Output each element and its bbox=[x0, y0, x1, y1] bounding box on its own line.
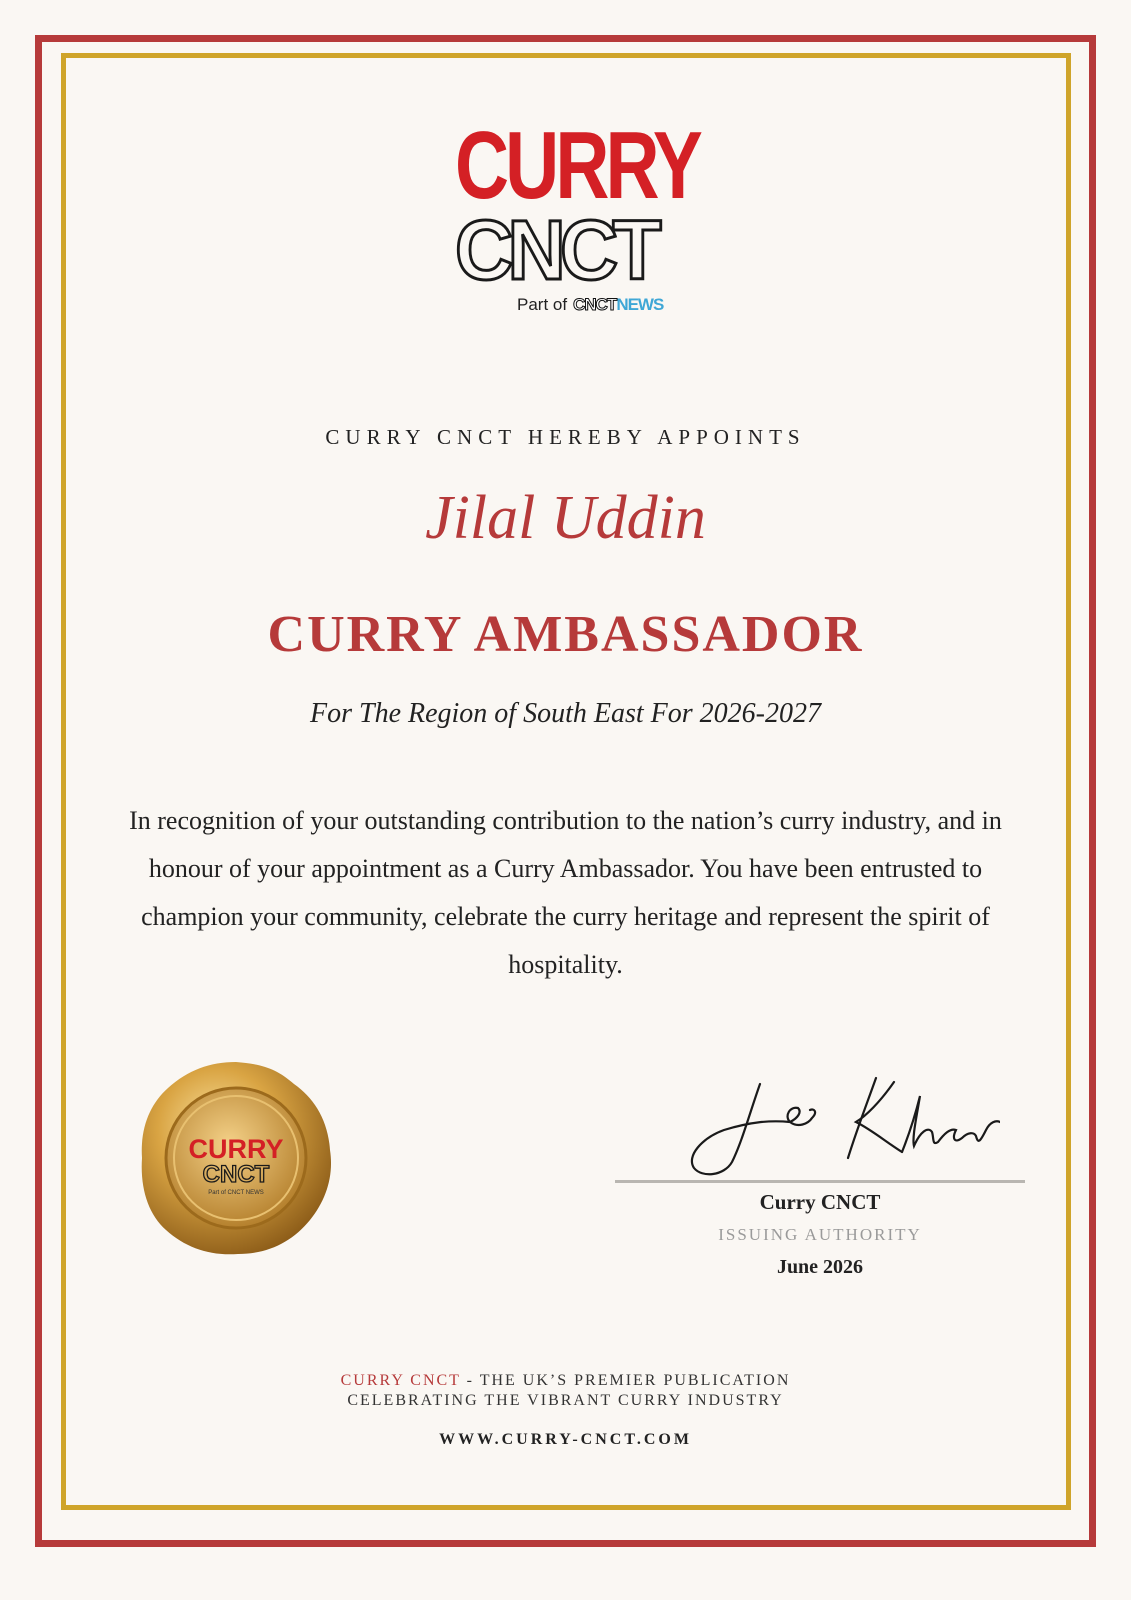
part-of-label: Part of bbox=[517, 295, 568, 314]
seal-curry-text: CURRY bbox=[188, 1134, 284, 1164]
footer-tagline bbox=[0, 1371, 1131, 1411]
logo-curry-text: CURRY bbox=[455, 112, 699, 219]
award-title: CURRY AMBASSADOR bbox=[267, 606, 864, 663]
logo-part-of bbox=[517, 295, 663, 315]
logo-cnct-text: CNCT bbox=[455, 203, 656, 297]
seal-part-text: Part of CNCT NEWS bbox=[208, 1190, 264, 1196]
part-of-cnct: CNCT bbox=[573, 295, 617, 314]
issuer-role: ISSUING AUTHORITY bbox=[718, 1225, 922, 1244]
signature-line bbox=[615, 1180, 1025, 1183]
footer-tagline-2: CELEBRATING THE VIBRANT CURRY INDUSTRY bbox=[347, 1392, 784, 1409]
recognition-text: In recognition of your outstanding contribution to the nation’s curry industry, and in honour of your appointment as a Curry Ambassador. You have been entrusted to champion your community, celebrate the curry heritage and represent the spirit of hospitality. bbox=[129, 806, 1002, 979]
part-of-news: NEWS bbox=[616, 295, 664, 314]
footer-brand: CURRY CNCT bbox=[340, 1372, 461, 1389]
appoints-heading: CURRY CNCT HEREBY APPOINTS bbox=[325, 425, 806, 449]
gold-seal-icon bbox=[136, 1058, 336, 1258]
issue-date: June 2026 bbox=[776, 1256, 864, 1278]
curry-cnct-logo bbox=[455, 112, 700, 297]
issuer-name: Curry CNCT bbox=[759, 1190, 881, 1214]
footer-tagline-1: - THE UK’S PREMIER PUBLICATION bbox=[460, 1372, 791, 1389]
region-subtitle: For The Region of South East For 2026-2027 bbox=[310, 698, 821, 729]
footer-website: WWW.CURRY-CNCT.COM bbox=[439, 1431, 692, 1448]
seal-cnct-text: CNCT bbox=[202, 1161, 270, 1188]
recipient-name: Jilal Uddin bbox=[425, 484, 706, 552]
handwritten-signature bbox=[680, 1072, 1000, 1182]
